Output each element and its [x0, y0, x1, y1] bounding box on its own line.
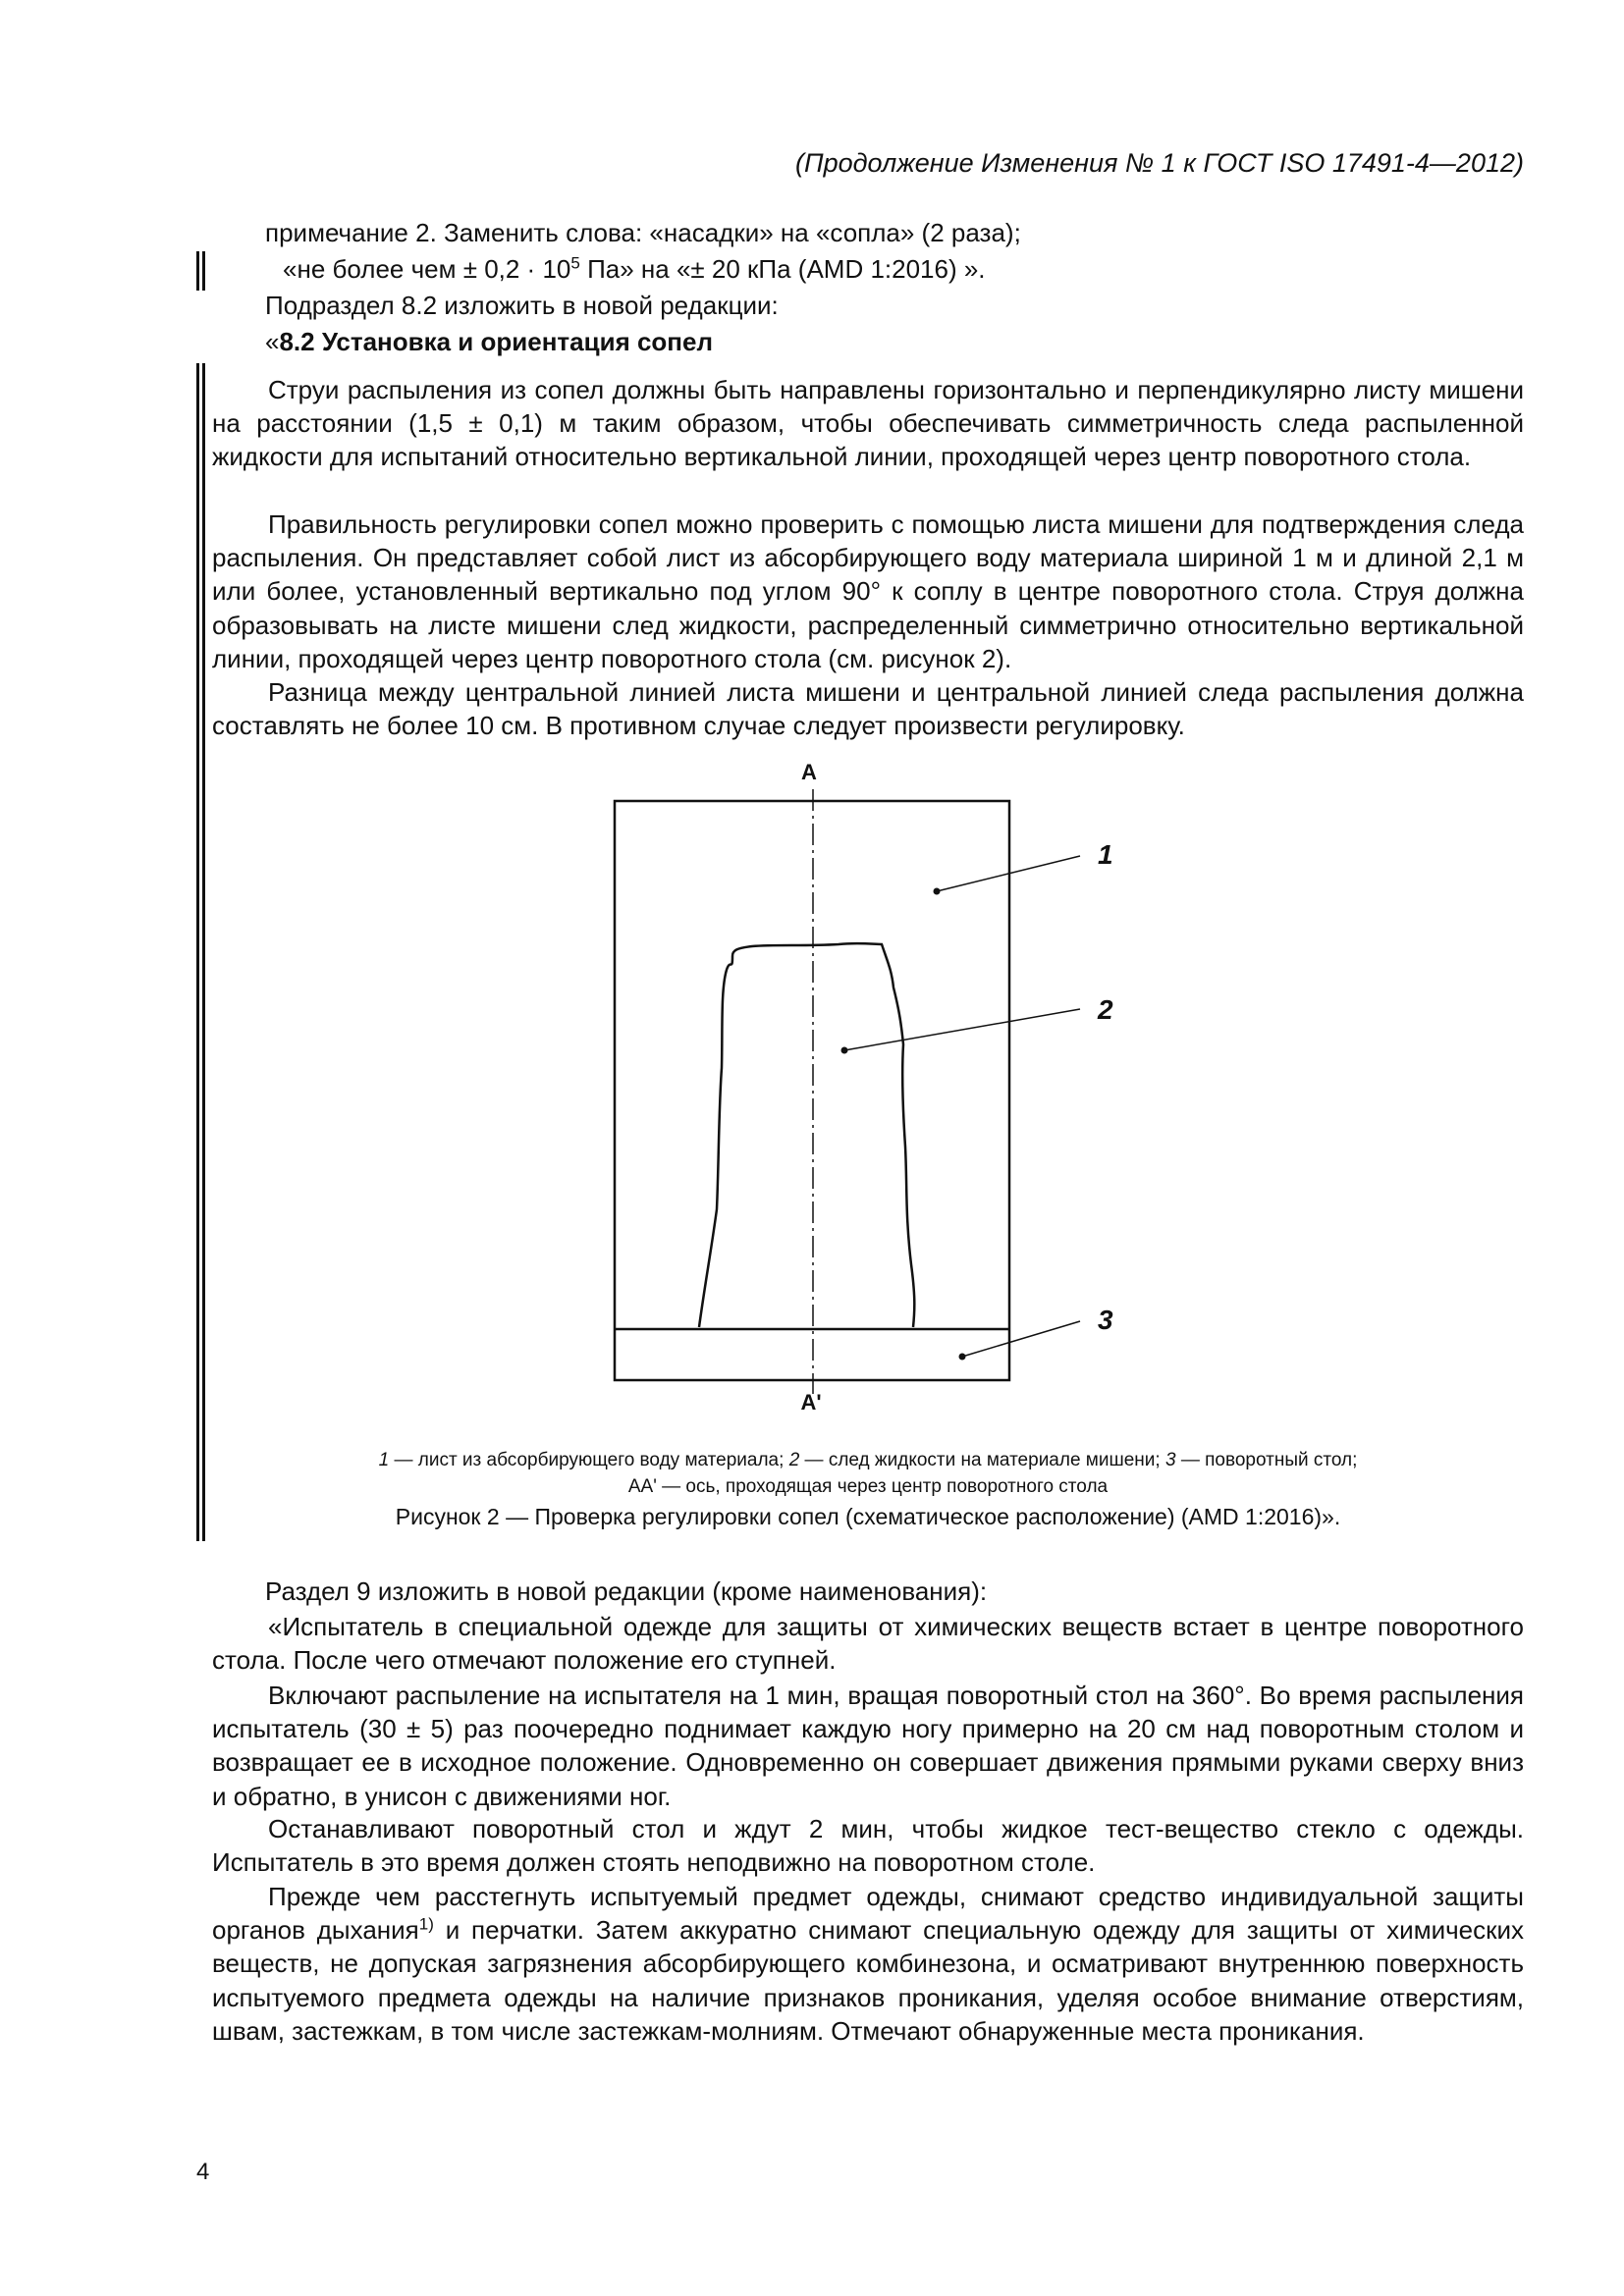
change-bar	[202, 251, 205, 291]
figure-legend: 1 — лист из абсорбирующего воду материала; 2 — след жидкости на материале мишени; 3 — поворотный стол;	[378, 1450, 1358, 1470]
figure-caption: Рисунок 2 — Проверка регулировки сопел (схематическое расположение) (AMD 1:2016)».	[395, 1504, 1341, 1529]
intro-line: «не более чем ± $0,2 \cdot 10^5$ Па» на «± 20 кПа (AMD 1:2016) ».	[283, 253, 986, 284]
change-bar	[196, 251, 199, 291]
change-bar	[196, 363, 199, 1541]
intro-line: примечание 2. Заменить слова: «насадки» на «сопла» (2 раза);	[265, 218, 1021, 247]
paragraph: Разница между центральной линией листа мишени и центральной линией следа распыления должна составлять не более 10 см. В противном случае следует произвести регулировку.	[212, 677, 1524, 741]
callout-3: 3	[1098, 1305, 1113, 1335]
spray-trace	[699, 943, 914, 1327]
paragraph: Струи распыления из сопел должны быть направлены горизонтально и перпендикулярно листу мишени на расстоянии (1,5 ± 0,1) м таким образом, чтобы обеспечивать симметричность следа распыленной жидкости для испытаний относительно вертикальной линии, проходящей через центр поворотного стола.	[212, 375, 1524, 472]
paragraph: Останавливают поворотный стол и ждут 2 мин, чтобы жидкое тест-вещество стекло с одежды. Испытатель в это время должен стоять неподвижно на поворотном столе.	[212, 1814, 1524, 1878]
paragraph: Правильность регулировки сопел можно проверить с помощью листа мишени для подтверждения следа распыления. Он представляет собой лист из абсорбирующего воду материала шириной 1 м и длиной 2,1 м или более, установленный вертикально под углом 90° к соплу в центре поворотного стола. Струя должна образовывать на листе мишени след жидкости, распределенный симметрично относительно вертикальной линии, проходящей через центр поворотного стола (см. рисунок 2).	[212, 509, 1524, 673]
figure-2	[550, 754, 1178, 1421]
paragraph: Прежде чем расстегнуть испытуемый предмет одежды, снимают средство индивидуальной защиты органов дыхания$^{1)}$ и перчатки. Затем аккуратно снимают специальную одежду для защиты от химических веществ, не допуская загрязнения абсорбирующего комбинезона, и осматривают внутреннюю поверхность испытуемого предмета одежды на наличие признаков проникания, уделяя особое внимание отверстиям, швам, застежкам, в том числе застежкам-молниям. Отмечают обнаруженные места проникания.	[212, 1882, 1524, 2046]
page-number: 4	[196, 2159, 210, 2185]
callout-1: 1	[1098, 839, 1113, 870]
running-header: (Продолжение Изменения № 1 к ГОСТ ISO 17491-4—2012)	[795, 148, 1524, 178]
callout-2: 2	[1098, 994, 1113, 1025]
paragraph: Включают распыление на испытателя на 1 мин, вращая поворотный стол на 360°. Во время распыления испытатель (30 ± 5) раз поочередно поднимает каждую ногу примерно на 20 см над поворотным столом и возвращает ее в исходное положение. Одновременно он совершает движения прямыми руками сверху вниз и обратно, в унисон с движениями ног.	[212, 1681, 1524, 1811]
section-9-intro: Раздел 9 изложить в новой редакции (кроме наименования):	[265, 1576, 988, 1606]
figure-legend-axis: AA' — ось, проходящая через центр поворотного стола	[627, 1476, 1109, 1497]
change-bar	[202, 363, 205, 1541]
paragraph: «Испытатель в специальной одежде для защиты от химических веществ встает в центре поворотного стола. После чего отмечают положение его ступней.	[212, 1612, 1524, 1676]
section-heading: «8.2 Установка и ориентация сопел	[265, 327, 713, 356]
axis-label-bottom: A'	[800, 1390, 822, 1415]
axis-label-top: A	[801, 760, 817, 784]
intro-line: Подраздел 8.2 изложить в новой редакции:	[265, 291, 779, 320]
